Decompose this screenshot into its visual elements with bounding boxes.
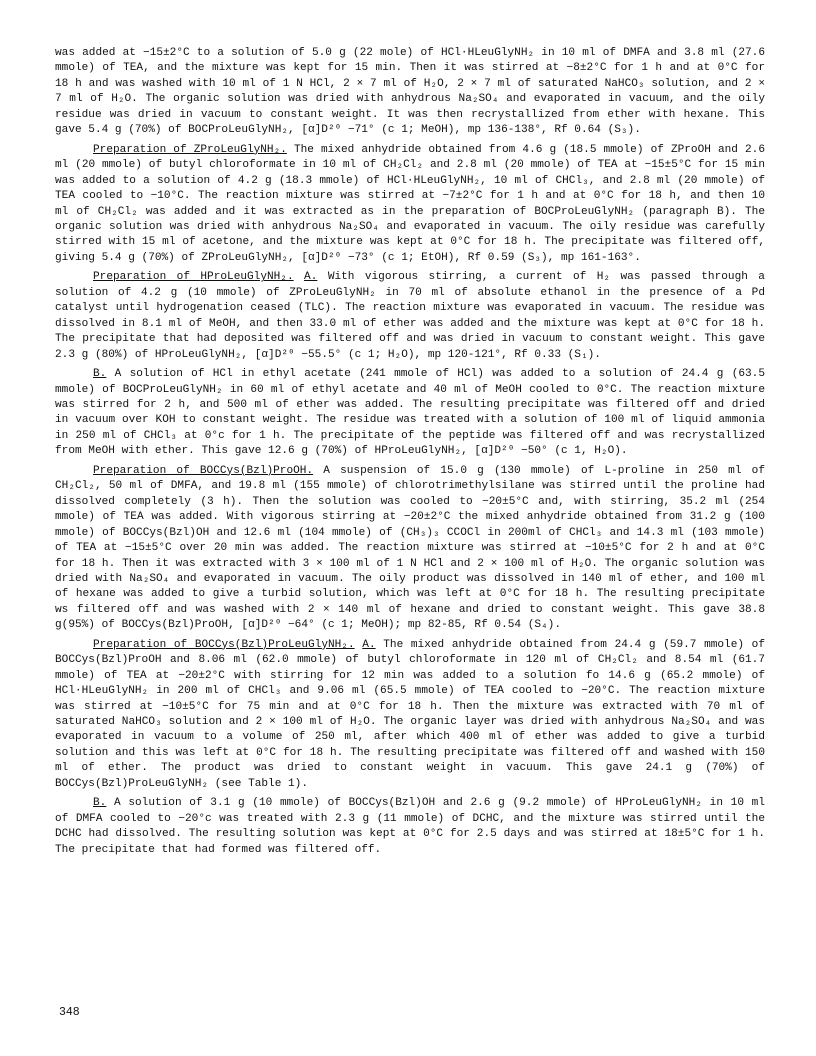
section-heading: Preparation of BOCCys(Bzl)ProOH. [93,464,314,477]
paragraph-hproleuglynh2-a [55,270,765,363]
section-heading: Preparation of BOCCys(Bzl)ProLeuGlyNH₂. [93,638,355,651]
paragraph-text: was added at −15±2°C to a solution of 5.0 g (22 mole) of HCl·HLeuGlyNH₂ in 10 ml of DMFA and 3.8 ml (27.6 mmole) of TEA, and the mixture was kept for 15 min. Then it was stirred at −8±2°C for 1 h and at 0°C for 18 h and was washed with 10 ml of 1 N HCl, 2 × 7 ml of H₂O, 2 × 7 ml of saturated NaHCO₃ solution, and 2 × 7 ml of H₂O. The organic solution was dried with anhydrous Na₂SO₄ and evaporated in vacuum, and the oily residue was dried in vacuum to constant weight. It was then recrystallized from ether with hexane. This gave 5.4 g (70%) of BOCProLeuGlyNH₂, [α]D²⁰ −71° (c 1; MeOH), mp 136-138°, Rf 0.64 (S₃). [55,47,765,137]
paragraph-boccys-prooh [55,464,765,634]
subsection-label: B. [93,368,107,381]
paragraph-boccys-proleuglynh2-b [55,796,765,858]
paragraph-text: A suspension of 15.0 g (130 mmole) of L-proline in 250 ml of CH₂Cl₂, 50 ml of DMFA, and 19.8 ml (155 mmole) of chlorotrimethylsilane was stirred until the proline had dissolved completely (3 h). Then the solution was cooled to −20±5°C and, with stirring, 35.2 ml (254 mmole) of TEA was added. With vigorous stirring at −20±2°C the mixed anhydride obtained from 31.2 g (100 mmole) of BOCCys(Bzl)OH and 12.6 ml (104 mmole) of (CH₃)₃ CCOCl in 200ml of CHCl₃ and 14.3 ml (103 mmole) of TEA at −15±5°C over 20 min was added. The reaction mixture was stirred at −10±5°C for 2 h and at 0°C for 18 h. Then it was extracted with 3 × 100 ml of 1 N HCl and 2 × 100 ml of H₂O. The organic solution was dried with Na₂SO₄ and evaporated in vacuum. The oily product was dissolved in 140 ml of ether, and 100 ml of hexane was added to give a turbid solution, which was left at 0°C for 18 h. The resulting precipitate ws filtered off and was washed with 2 × 140 ml of hexane and dried to constant weight. This gave 38.8 g(95%) of BOCCys(Bzl)ProOH, [α]D²⁰ −64° (c 1; MeOH); mp 82-85, Rf 0.54 (S₄). [55,464,765,632]
subsection-label: A. [304,271,318,284]
paragraph-continuation [55,46,765,139]
document-body [55,46,765,862]
paragraph-text: A solution of 3.1 g (10 mmole) of BOCCys(Bzl)OH and 2.6 g (9.2 mmole) of HProLeuGlyNH₂ in 10 ml of DMFA cooled to −20°c was treated with 2.3 g (11 mmole) of DCHC, and the mixture was stirred until the DCHC had dissolved. The resulting solution was kept at 0°C for 2.5 days and was stirred at 18±5°C for 1 h. The precipitate that had formed was filtered off. [55,797,765,856]
section-heading: Preparation of HProLeuGlyNH₂. [93,271,294,284]
page-number: 348 [59,1006,80,1019]
subsection-label: B. [93,797,107,810]
paragraph-text: With vigorous stirring, a current of H₂ was passed through a solution of 4.2 g (10 mmole) of ZProLeuGlyNH₂ in 70 ml of absolute ethanol in the presence of a Pd catalyst until hydrogenation ceased (TLC). The reaction mixture was evaporated in vacuum. The residue was dissolved in 8.1 ml of MeOH, and then 33.0 ml of ether was added and the mixture was kept at 0°C for 18 h. The precipitate that had deposited was filtered off and was dried in vacuum to constant weight. This gave 2.3 g (80%) of HProLeuGlyNH₂, [α]D²⁰ −55.5° (c 1; H₂O), mp 120-121°, Rf 0.33 (S₁). [55,271,765,361]
paragraph-text: The mixed anhydride obtained from 4.6 g (18.5 mmole) of ZProOH and 2.6 ml (20 mmole) of butyl chloroformate in 10 ml of CH₂Cl₂ and 2.8 ml (20 mmole) of TEA at −15±5°C for 15 min was added to a solution of 4.2 g (18.3 mmole) of HCl·HLeuGlyNH₂, 10 ml of CHCl₃, and 2.8 ml (20 mmole) of TEA cooled to −10°C. The reaction mixture was stirred at −7±2°C for 1 h and at 0°C for 18 h, and then 10 ml of CH₂Cl₂ was added and it was extracted as in the preparation of BOCProLeuGlyNH₂ (paragraph B). The organic solution was dried with anhydrous Na₂SO₄ and evaporated in vacuum. The oily residue was carefully stirred with 15 ml of acetone, and the mixture was kept at 0°C for 18 h. The precipitate was filtered off, giving 5.4 g (70%) of ZProLeuGlyNH₂, [α]D²⁰ −73° (c 1; EtOH), Rf 0.59 (S₃), mp 161-163°. [55,143,765,264]
subsection-label: A. [362,638,376,651]
paragraph-hproleuglynh2-b [55,367,765,460]
paragraph-text: A solution of HCl in ethyl acetate (241 mmole of HCl) was added to a solution of 24.4 g (63.5 mmole) of BOCProLeuGlyNH₂ in 60 ml of ethyl acetate and 40 ml of MeOH cooled to 0°C. The reaction mixture was stirred for 2 h, and 500 ml of ether was added. The resulting precipitate was filtered off and dried in vacuum over KOH to constant weight. The residue was treated with a solution of 100 ml of liquid ammonia in 250 ml of CHCl₃ at 0°c for 1 h. The precipitate of the peptide was filtered off and was recrystallized from MeOH with ether. This gave 12.6 g (70%) of HProLeuGlyNH₂, [α]D²⁰ −50° (c 1, H₂O). [55,368,765,458]
paragraph-text: The mixed anhydride obtained from 24.4 g (59.7 mmole) of BOCCys(Bzl)ProOH and 8.06 ml (62.0 mmole) of butyl chloroformate in 120 ml of CH₂Cl₂ and 8.54 ml (61.7 mmole) of TEA at −20±2°C with stirring for 12 min was added to a solution fo 14.6 g (65.2 mmole) of HCl·HLeuGlyNH₂ in 200 ml of CHCl₃ and 9.06 ml (65.5 mmole) of TEA cooled to −20°C. The reaction mixture was stirred at −10±5°C for 75 min and at 0°C for 18 h. Then the mixture was extracted with 70 ml of saturated NaHCO₃ solution and 2 × 100 ml of H₂O. The organic layer was dried with anhydrous Na₂SO₄ and was evaporated in vacuum to a volume of 250 ml, after which 400 ml of ether was added to give a turbid solution and this was left at 0°C for 18 h. The resulting precipitate was filtered off and washed with 150 ml of ether. The product was dried to constant weight in vacuum. This gave 24.1 g (70%) of BOCCys(Bzl)ProLeuGlyNH₂ (see Table 1). [55,638,765,790]
paragraph-boccys-proleuglynh2-a [55,638,765,793]
section-heading: Preparation of ZProLeuGlyNH₂. [93,143,287,156]
paragraph-zproleuglynh2 [55,143,765,267]
